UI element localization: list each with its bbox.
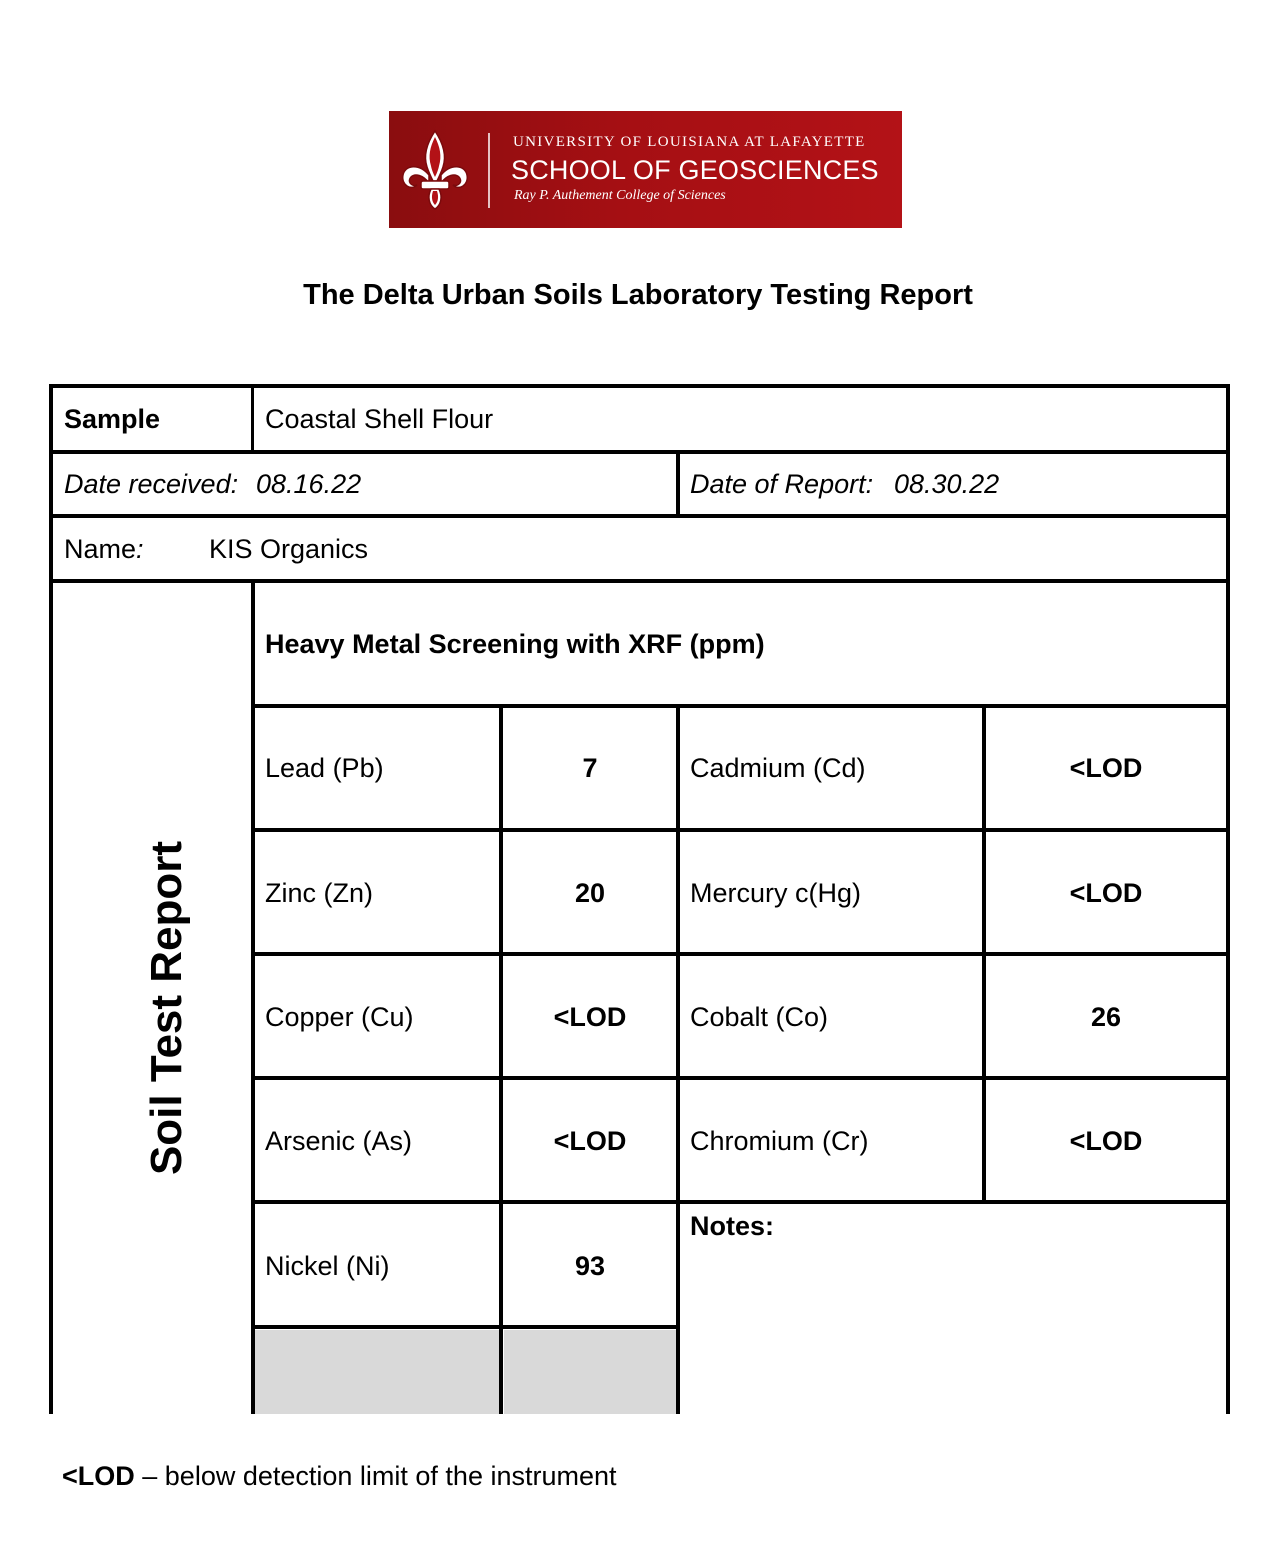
result-element: Arsenic (As) <box>265 1126 413 1156</box>
table-rule <box>252 1076 1230 1080</box>
result-value: 20 <box>574 878 606 908</box>
result-element: Cadmium (Cd) <box>690 753 866 783</box>
result-element: Mercury c(Hg) <box>690 878 862 908</box>
date-received-label: Date received: <box>64 469 239 499</box>
footnote <box>62 1461 617 1492</box>
empty-shaded-cell <box>255 1330 499 1414</box>
date-received-value: 08.16.22 <box>256 469 362 499</box>
table-rule <box>49 514 1230 518</box>
table-rule <box>49 384 53 1414</box>
sample-label: Sample <box>64 404 161 434</box>
table-rule <box>251 384 254 452</box>
table-rule <box>252 1200 1230 1204</box>
table-rule <box>252 704 1230 708</box>
table-rule <box>252 952 1230 956</box>
table-rule <box>252 1325 679 1329</box>
result-element: Copper (Cu) <box>265 1002 414 1032</box>
result-value: <LOD <box>1069 878 1143 908</box>
result-value: <LOD <box>1069 1126 1143 1156</box>
notes-label: Notes: <box>690 1211 775 1241</box>
logo-college-name: Ray P. Authement College of Sciences <box>514 188 726 203</box>
table-rule <box>49 384 1230 388</box>
name-label-text: Name <box>64 534 137 564</box>
table-rule <box>1226 384 1230 1414</box>
footnote-term: <LOD <box>62 1461 135 1491</box>
result-value: <LOD <box>553 1126 627 1156</box>
logo-school-name: SCHOOL OF GEOSCIENCES <box>511 155 879 185</box>
date-of-report-label: Date of Report: <box>690 469 874 499</box>
name-label <box>64 536 144 563</box>
table-rule <box>251 581 255 1414</box>
sample-value: Coastal Shell Flour <box>265 404 494 434</box>
report-title: The Delta Urban Soils Laboratory Testing Report <box>303 279 973 311</box>
result-element: Lead (Pb) <box>265 753 384 783</box>
side-label: Soil Test Report <box>142 840 191 1176</box>
table-rule <box>49 579 1230 583</box>
result-value: 26 <box>1090 1002 1122 1032</box>
section-header: Heavy Metal Screening with XRF (ppm) <box>265 629 765 659</box>
table-rule <box>49 450 1230 454</box>
result-value: <LOD <box>1069 753 1143 783</box>
result-value: 7 <box>582 753 598 783</box>
table-rule <box>252 828 1230 832</box>
name-value: KIS Organics <box>209 534 369 564</box>
table-rule <box>676 704 680 1414</box>
result-element: Cobalt (Co) <box>690 1002 829 1032</box>
result-value: <LOD <box>553 1002 627 1032</box>
empty-shaded-cell <box>504 1330 676 1414</box>
result-value: 93 <box>574 1251 606 1281</box>
result-element: Chromium (Cr) <box>690 1126 869 1156</box>
name-label-colon: : <box>136 534 144 564</box>
result-element: Zinc (Zn) <box>265 878 373 908</box>
result-element: Nickel (Ni) <box>265 1251 390 1281</box>
table-rule <box>676 450 680 517</box>
date-of-report-value: 08.30.22 <box>894 469 1000 499</box>
table-rule <box>499 704 503 1414</box>
footnote-text: – below detection limit of the instrument <box>134 1461 617 1491</box>
logo-university-name: UNIVERSITY OF LOUISIANA AT LAFAYETTE <box>513 134 866 150</box>
